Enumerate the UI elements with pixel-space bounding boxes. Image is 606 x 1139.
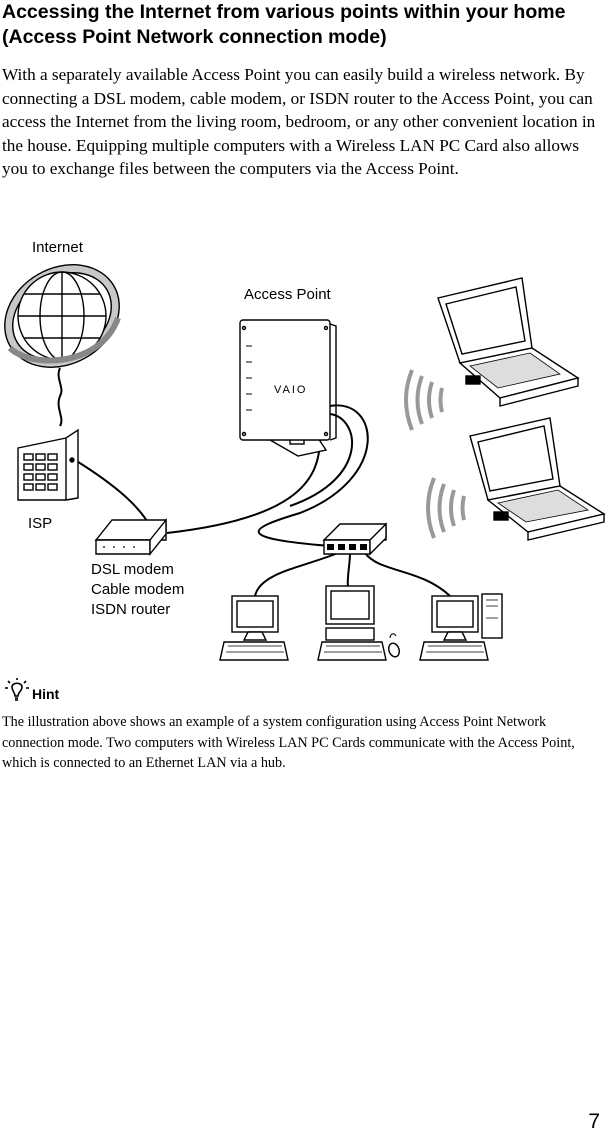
isp-label: ISP (28, 515, 53, 532)
hub-icon (324, 524, 386, 554)
section-heading: Accessing the Internet from various points within your home (Access Point Network connection mode) (2, 1, 566, 48)
internet-isp-line (59, 368, 62, 426)
vaio-logo: VAIO (274, 384, 308, 396)
hint-text: The illustration above shows an example of a system configuration using Access Point Network connection mode. Two computers with Wireless LAN PC Cards communicate with the Access Point, which is connected to an Ethernet LAN via a hub. (2, 714, 575, 771)
isp-modem-cable (75, 460, 150, 526)
laptop-icon (438, 278, 578, 406)
desktop-computer-icon (318, 586, 401, 660)
intro-paragraph: With a separately available Access Point you can easily build a wireless network. By connecting a DSL modem, cable modem, or ISDN router to the Access Point, you can access the Internet from the living room, bedroom, or any other convenient location in the house. Equipping multiple computers with a Wireless LAN PC Card also allows you to exchange files between the computers via the Access Point. (2, 65, 596, 179)
access-point-label: Access Point (244, 286, 331, 303)
modem-label-2: ISDN router (91, 601, 171, 618)
modem-label-1: Cable modem (91, 581, 185, 598)
globe-icon (0, 244, 138, 387)
modem-label-0: DSL modem (91, 561, 174, 578)
page-number: 7 (588, 1110, 600, 1133)
desktop-computer-icon (420, 594, 502, 660)
hub-desktop3-cable (365, 553, 450, 596)
modem-icon (96, 520, 166, 554)
desktop-computer-icon (220, 596, 288, 660)
hint-label: Hint (32, 686, 60, 702)
network-diagram (0, 228, 606, 668)
internet-label: Internet (32, 239, 83, 256)
lightbulb-icon (0, 677, 30, 707)
wireless-signal-icon (428, 478, 464, 538)
wireless-signal-icon (406, 370, 442, 430)
laptop-icon (470, 418, 604, 540)
building-icon (18, 430, 78, 500)
